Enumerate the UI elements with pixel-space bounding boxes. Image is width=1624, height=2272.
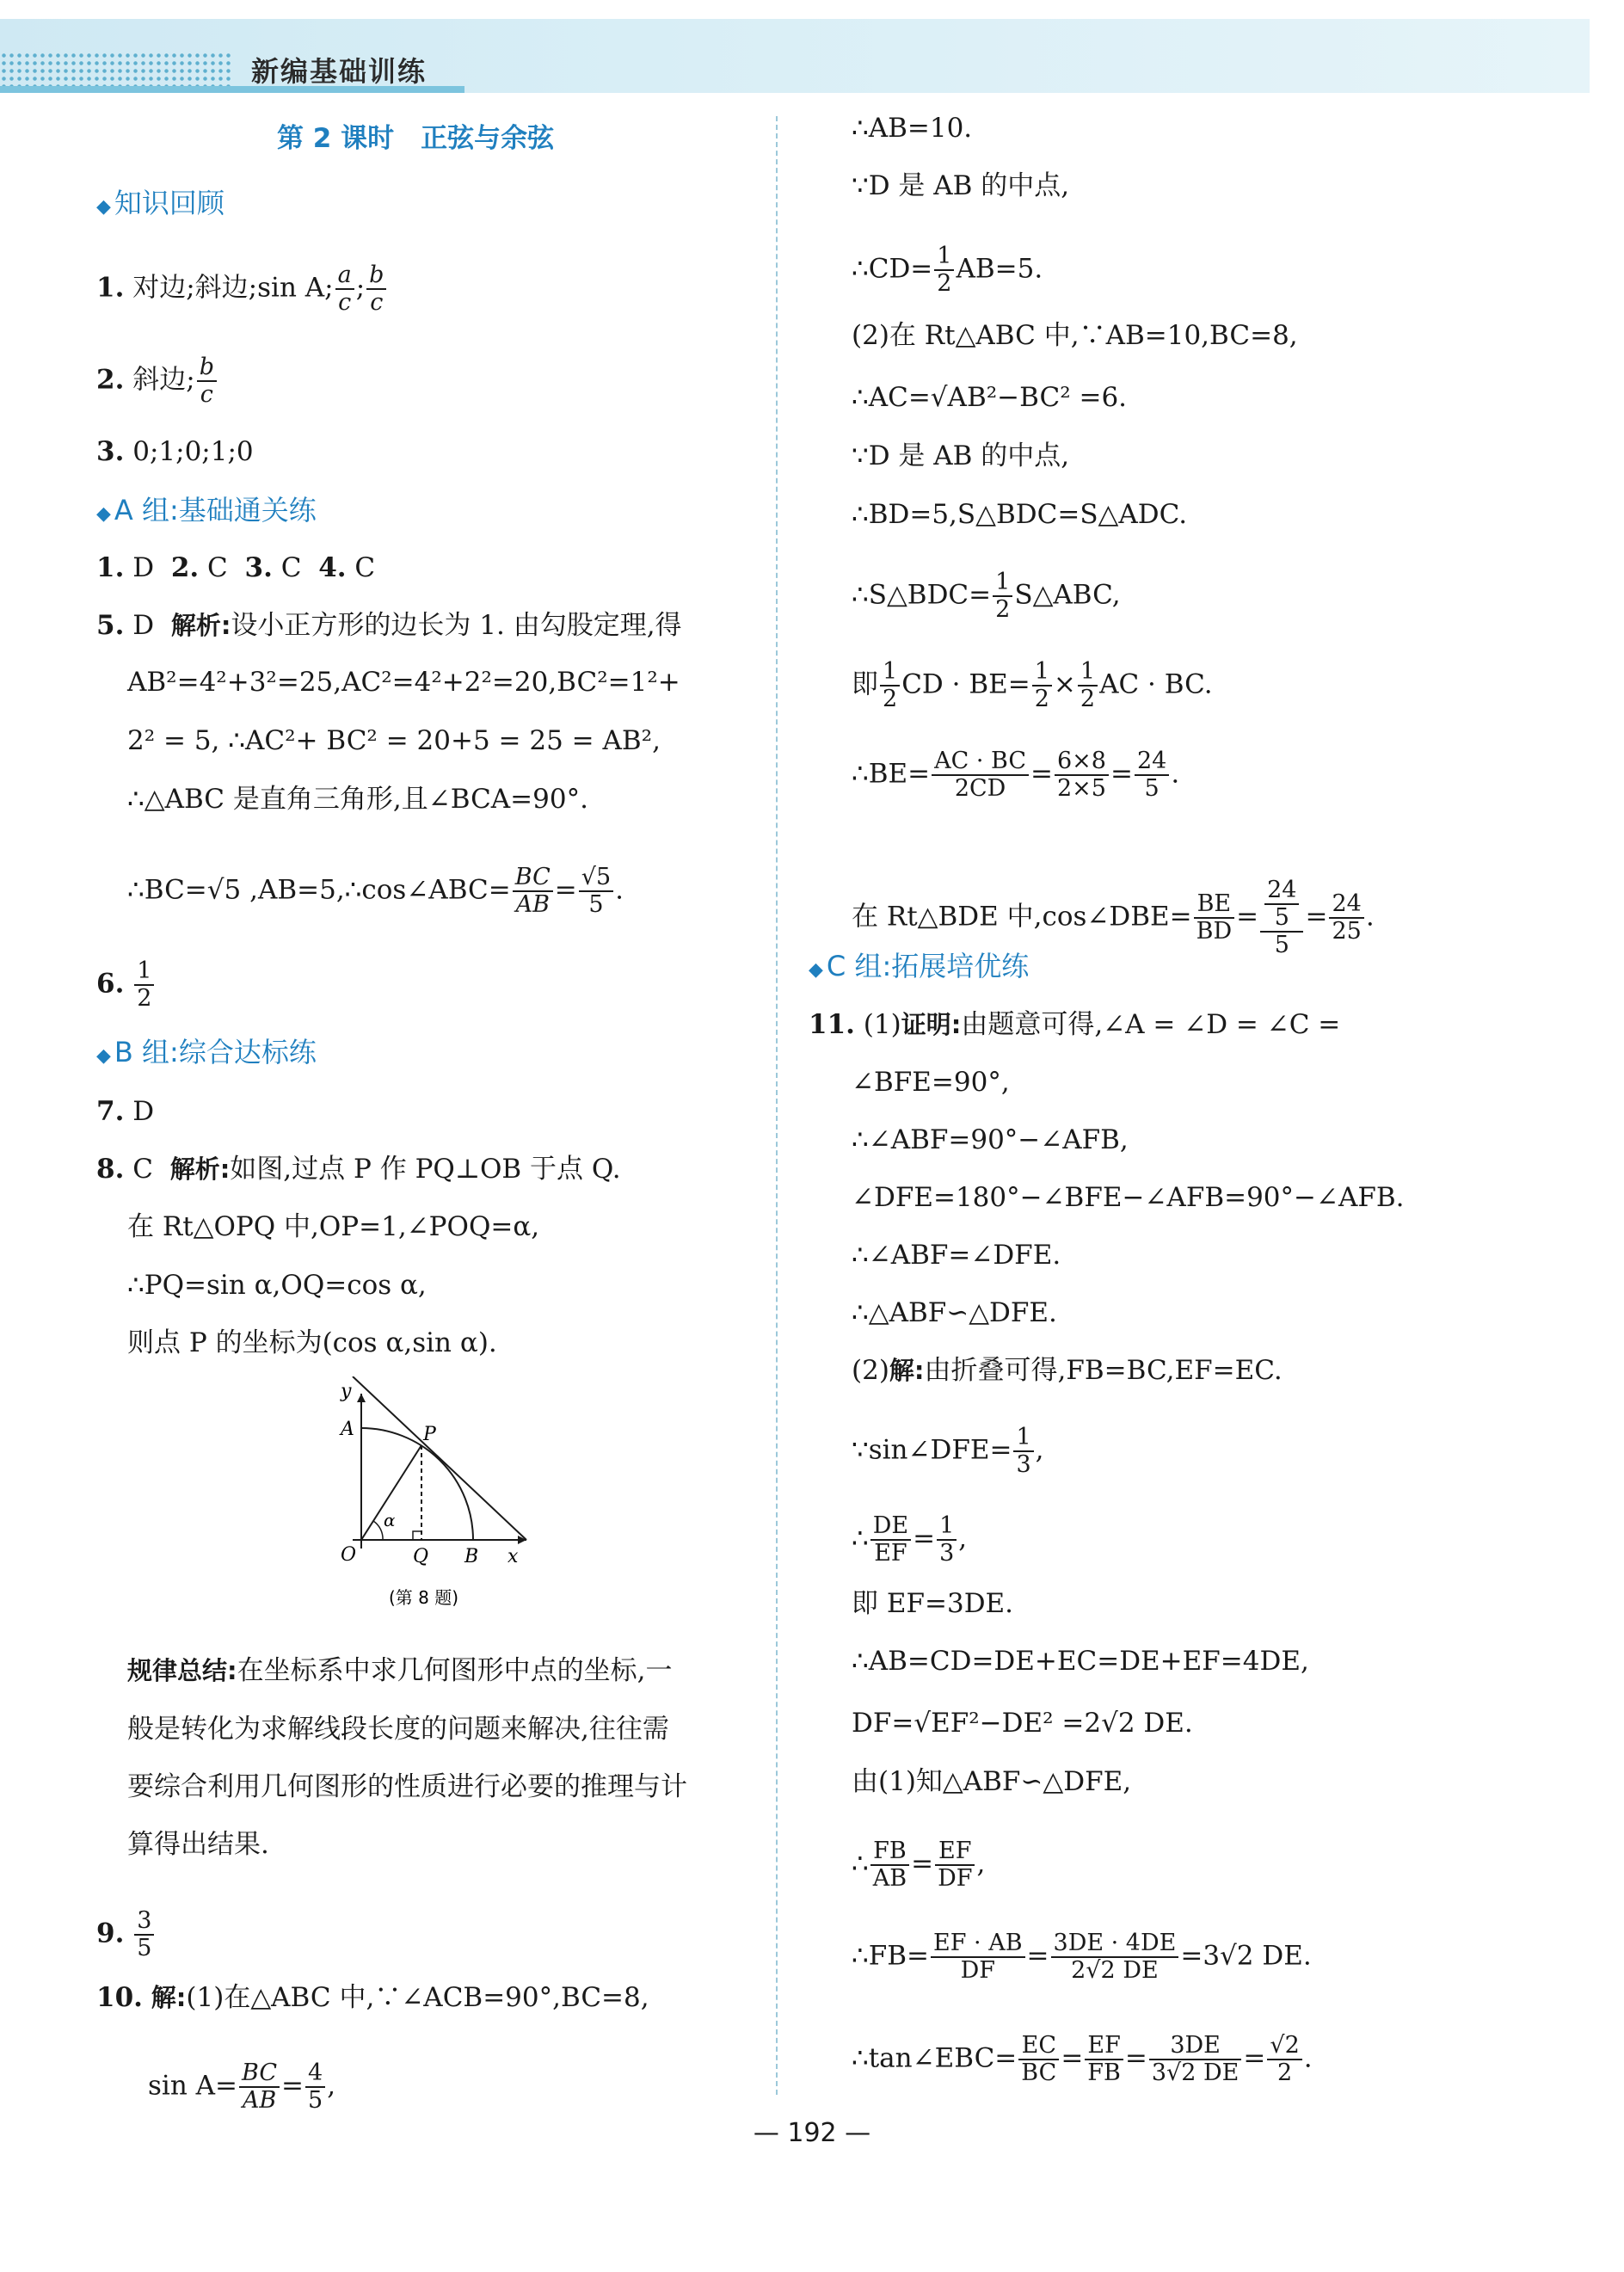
c11-line-1: 11. (1)证明:由题意可得,∠A = ∠D = ∠C = [809,1009,1341,1040]
label-x: x [508,1546,519,1567]
c11-line-9: ∴ $\frac{DE}{EF}$ = $\frac{1}{3}$ , [852,1512,968,1567]
a5-line-5: ∴BC=√5 ,AB=5,∴cos∠ABC= $\frac{BC}{AB}$ = $\frac{√5}{5}$ . [127,864,624,918]
q8-figure [335,1376,542,1617]
a5-line-4: ∴△ABC 是直角三角形,且∠BCA=90°. [127,784,588,815]
y-axis-arrow [357,1394,366,1402]
header-title: 新编基础训练 [251,55,428,88]
section-group-a: ◆ A 组:基础通关练 [96,494,317,526]
rule-line-1: 规律总结:在坐标系中求几何图形中点的坐标,一 [127,1655,673,1686]
b9-answer: 9. $\frac{3}{5}$ [96,1908,156,1961]
b8-line-3: ∴PQ=sin α,OQ=cos α, [127,1270,427,1301]
r-line-3: ∴CD= $\frac{1}{2}$ AB=5. [852,243,1043,297]
header-banner [0,19,1590,93]
r-line-2: ∵D 是 AB 的中点, [852,170,1070,201]
knowledge-item-1: 1. 对边;斜边;sin A; $\frac{a}{c}$ ; $\frac{b}{c}$ [96,262,388,316]
header-dot-pattern [0,52,232,86]
page-number: — 192 — [753,2118,871,2148]
r-line-9: 即 $\frac{1}{2}$ CD · BE= $\frac{1}{2}$ × $\frac{1}{2}$ AC · BC. [852,658,1213,712]
b8-line-1: 8. C 解析:如图,过点 P 作 PQ⊥OB 于点 Q. [96,1154,621,1185]
c11-line-11: ∴AB=CD=DE+EC=DE+EF=4DE, [852,1646,1309,1677]
c11-line-12: DF=√EF²−DE² =2√2 DE. [852,1708,1193,1739]
group-a-answers: 1. D 2. C 3. C 4. C [96,552,376,583]
c11-line-14: ∴ $\frac{FB}{AB}$ = $\frac{EF}{DF}$ , [852,1838,986,1892]
r-line-4: (2)在 Rt△ABC 中,∵AB=10,BC=8, [852,320,1298,351]
label-b: B [464,1546,479,1567]
x-axis [353,1376,526,1540]
a5-line-1: 5. D 解析:设小正方形的边长为 1. 由勾股定理,得 [96,610,682,641]
section-group-c: ◆ C 组:拓展培优练 [809,950,1030,982]
column-divider [776,116,778,2095]
figure-caption: (第 8 题) [389,1587,459,1608]
b10-line-1: 10. 解:(1)在△ABC 中,∵∠ACB=90°,BC=8, [96,1982,649,2013]
label-a: A [341,1419,354,1440]
r-line-8: ∴S△BDC= $\frac{1}{2}$ S△ABC, [852,569,1121,623]
c11-line-4: ∠DFE=180°−∠BFE−∠AFB=90°−∠AFB. [852,1182,1405,1213]
c11-line-15: ∴FB= $\frac{EF \cdot AB}{DF}$ = $\frac{3DE \cdot 4DE}{2√2 DE}$ =3√2 DE. [852,1930,1312,1984]
knowledge-item-3: 3. 0;1;0;1;0 [96,436,254,467]
angle-arc [373,1521,383,1540]
section-group-b: ◆ B 组:综合达标练 [96,1036,317,1068]
b8-line-2: 在 Rt△OPQ 中,OP=1,∠POQ=α, [127,1211,540,1242]
diamond-icon: ◆ [96,196,111,218]
section-knowledge: ◆ 知识回顾 [96,187,225,219]
quarter-arc [361,1428,473,1540]
knowledge-item-2: 2. 斜边; $\frac{b}{c}$ [96,354,218,408]
c11-line-2: ∠BFE=90°, [852,1067,1010,1098]
label-q: Q [413,1546,429,1567]
label-y: y [341,1381,352,1402]
diamond-icon: ◆ [96,503,111,525]
rule-line-2: 般是转化为求解线段长度的问题来解决,往往需 [127,1714,669,1745]
c11-line-5: ∴∠ABF=∠DFE. [852,1240,1061,1271]
a5-line-2: AB²=4²+3²=25,AC²=4²+2²=20,BC²=1²+ [127,667,680,698]
r-line-7: ∴BD=5,S△BDC=S△ADC. [852,499,1188,530]
c11-line-16: ∴tan∠EBC= $\frac{EC}{BC}$ = $\frac{EF}{FB}$ = $\frac{3DE}{3√2 DE}$ = $\frac{√2}{2}$ . [852,2032,1313,2086]
c11-line-10: 即 EF=3DE. [852,1588,1014,1619]
r-line-10: ∴BE= $\frac{AC \cdot BC}{2CD}$ = $\frac{6\times 8}{2\times 5}$ = $\frac{24}{5}$ . [852,748,1180,802]
lesson-title: 第 2 课时 正弦与余弦 [277,123,555,154]
label-alpha: α [384,1510,396,1530]
r-line-5: ∴AC=√AB²−BC² =6. [852,382,1128,413]
a6-answer: 6. $\frac{1}{2}$ [96,958,156,1012]
right-angle-mark [413,1531,421,1540]
c11-line-8: ∵sin∠DFE= $\frac{1}{3}$ , [852,1424,1044,1478]
c11-line-3: ∴∠ABF=90°−∠AFB, [852,1124,1129,1155]
a5-line-3: 2² = 5, ∴AC²+ BC² = 20+5 = 25 = AB², [127,725,661,756]
rule-line-3: 要综合利用几何图形的性质进行必要的推理与计 [127,1771,687,1802]
label-o: O [341,1544,357,1566]
b8-line-4: 则点 P 的坐标为(cos α,sin α). [127,1327,497,1358]
c11-line-13: 由(1)知△ABF∽△DFE, [852,1766,1132,1797]
diamond-icon: ◆ [809,959,823,981]
label-p: P [423,1424,436,1445]
c11-line-7: (2)解:由折叠可得,FB=BC,EF=EC. [852,1355,1283,1386]
r-line-11: 在 Rt△BDE 中,cos∠DBE= $\frac{BE}{BD}$ = $\frac{\frac{24}{5}}{5}$ = $\frac{24}{25}$ . [852,877,1375,958]
b7-answer: 7. D [96,1096,155,1127]
r-line-6: ∵D 是 AB 的中点, [852,440,1070,471]
diamond-icon: ◆ [96,1045,111,1067]
r-line-1: ∴AB=10. [852,113,973,144]
b10-line-2: sin A= $\frac{BC}{AB}$ = $\frac{4}{5}$ , [148,2060,336,2114]
rule-line-4: 算得出结果. [127,1829,269,1860]
c11-line-6: ∴△ABF∽△DFE. [852,1297,1057,1328]
